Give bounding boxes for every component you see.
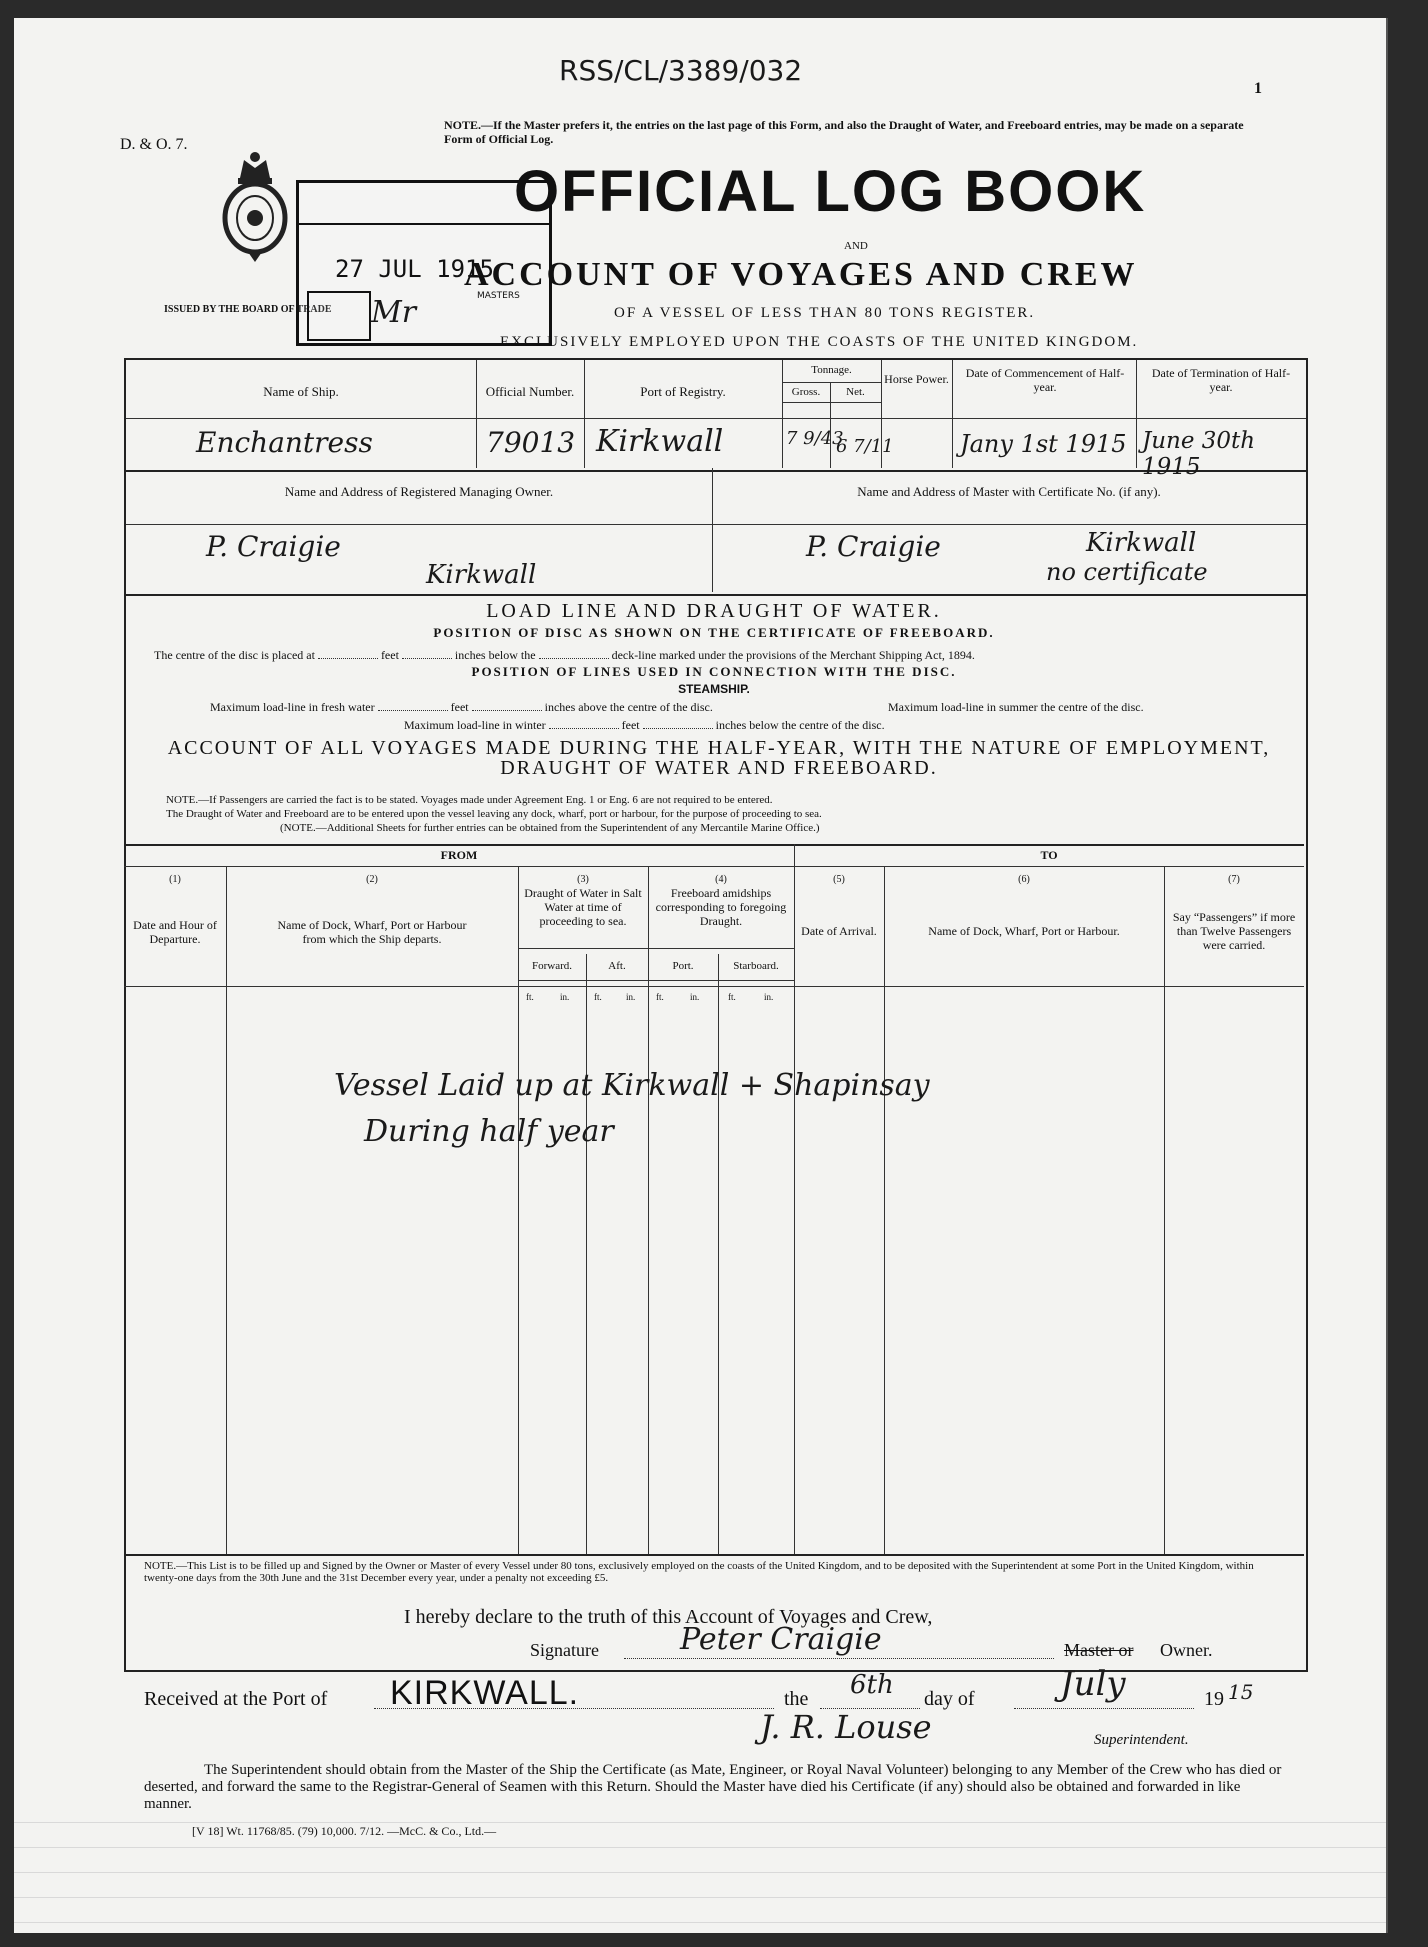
from-header: FROM [440,848,478,862]
in-label-3: in. [690,992,700,1002]
forward-header: Forward. [531,960,573,972]
header-gross: Gross. [791,386,821,398]
winter-label: Maximum load-line in winter [404,718,546,732]
log-book-page [14,18,1388,1933]
col2-number: (2) [366,874,378,885]
header-horse-power: Horse Power. [884,372,949,386]
owner-master-box [124,468,1308,596]
royal-crest-icon [218,148,292,264]
printer-imprint: [V 18] Wt. 11768/85. (79) 10,000. 7/12. —McC. & Co., Ltd.— [192,1824,497,1838]
col6-number: (6) [1018,874,1030,885]
header-net: Net. [846,386,865,398]
header-date-termination: Date of Termination of Half-year. [1151,366,1291,394]
col7-header: Say “Passengers” if more than Twelve Passengers were carried. [1172,910,1296,952]
winter-inches: inches below the centre of the disc. [715,718,885,732]
fresh-label: Maximum load-line in fresh water [210,700,375,714]
declaration: I hereby declare to the truth of this Account of Voyages and Crew, [404,1606,933,1628]
position-disc-title: POSITION OF DISC AS SHOWN ON THE CERTIFICATE OF FREEBOARD. [433,625,995,640]
col2-header: Name of Dock, Wharf, Port or Harbour from which the Ship departs. [277,918,467,946]
steamship-label: STEAMSHIP. [678,682,750,696]
master-certificate-value: no certificate [1046,558,1208,586]
gross-value: 7 9/43 [786,428,844,449]
voyage-entry-line-1: Vessel Laid up at Kirkwall + Shapinsay [334,1068,930,1103]
received-day-of: day of [924,1688,975,1710]
col1-number: (1) [169,874,181,885]
received-month: July [1060,1664,1126,1704]
owner-label: Owner. [1160,1640,1213,1660]
subtitle-vessel: OF A VESSEL OF LESS THAN 80 TONS REGISTER. [614,305,1036,321]
signature-label: Signature [530,1640,599,1660]
header-ship-name: Name of Ship. [263,384,339,399]
ruled-lower-area [14,1798,1386,1933]
bottom-note: NOTE.—This List is to be filled up and Signed by the Owner or Master of every Vessel under 80 tons, exclusively employed on the coasts of the United Kingdom, and to be deposited with the Superintendent at some Port in the United Kingdom, within twenty-one days from the 30th June and the 31st December every year, under a penalty not exceeding £5. [144,1560,1254,1584]
date-commencement-value: Jany 1st 1915 [960,430,1127,458]
received-year-prefix: 19 [1204,1688,1224,1710]
header-port-registry: Port of Registry. [640,384,726,399]
in-label-1: in. [560,992,570,1002]
col3-number: (3) [577,874,589,885]
top-note: NOTE.—If the Master prefers it, the entries on the last page of this Form, and also the Draught of Water, and Freeboard entries, may be made on a separate Form of Official Log. [444,118,1244,146]
archive-reference: RSS/CL/3389/032 [559,54,803,87]
port-header: Port. [672,960,694,972]
net-value: 6 7/11 [836,436,894,457]
header-date-commencement: Date of Commencement of Half-year. [965,366,1125,394]
official-number-value: 79013 [486,426,576,459]
col5-header: Date of Arrival. [801,924,877,938]
ft-label-3: ft. [656,992,664,1002]
header-official-number: Official Number. [485,384,575,399]
stamp-label: MASTERS [477,291,520,301]
received-port: KIRKWALL. [390,1674,580,1712]
received-day: 6th [850,1670,894,1700]
owner-header: Name and Address of Registered Managing Owner. [284,484,554,499]
header-tonnage: Tonnage. [811,364,852,376]
stamp-initials: Mr [371,295,417,330]
ship-name-value: Enchantress [196,426,373,459]
master-name-value: P. Craigie [806,530,941,563]
centre-inches: inches below the [454,648,536,662]
winter-line [404,718,885,733]
form-code: D. & O. 7. [120,136,188,153]
ft-label-2: ft. [594,992,602,1002]
signature-value: Peter Craigie [680,1622,882,1657]
winter-feet: feet [621,718,640,732]
subtitle-coasts: EXCLUSIVELY EMPLOYED UPON THE COASTS OF THE UNITED KINGDOM. [500,334,1139,350]
account-note-3: (NOTE.—Additional Sheets for further entries can be obtained from the Superintendent of any Mercantile Marine Office.) [280,822,820,834]
col6-header: Name of Dock, Wharf, Port or Harbour. [928,924,1120,938]
superintendent-signature: J. R. Louse [760,1708,932,1746]
issued-by: ISSUED BY THE BOARD OF TRADE [164,304,332,315]
account-note-1: NOTE.—If Passengers are carried the fact is to be stated. Voyages made under Agreement Eng. 1 or Eng. 6 are not required to be entered. [166,794,773,806]
col1-header: Date and Hour of Departure. [133,918,217,946]
received-label: Received at the Port of [144,1688,328,1710]
fresh-inches: inches above the centre of the disc. [544,700,713,714]
owner-address-value: Kirkwall [426,560,537,590]
received-the: the [784,1688,809,1710]
fresh-water-line [210,700,713,715]
master-header: Name and Address of Master with Certificate No. (if any). [857,484,1161,499]
voyage-entry-line-2: During half year [364,1114,614,1149]
loadline-title: LOAD LINE AND DRAUGHT OF WATER. [486,600,942,622]
centre-feet: feet [380,648,399,662]
superintendent-label: Superintendent. [1094,1732,1189,1748]
summer-line: Maximum load-line in summer the centre of the disc. [888,700,1144,714]
owner-name-value: P. Craigie [206,530,341,563]
aft-header: Aft. [608,960,626,972]
ship-details-box [124,358,1308,480]
page-number: 1 [1254,80,1262,97]
to-header: TO [1040,848,1058,862]
page-subtitle: ACCOUNT OF VOYAGES AND CREW [464,256,1138,293]
footer-paragraph: The Superintendent should obtain from the Master of the Ship the Certificate (as Mate, Engineer, or Royal Naval Volunteer) belonging to any Member of the Crew who has died or deserted, and forward the same to the Registrar-General of Seamen with this Return. Should the Master have died his Certificate (if any) should also be obtained and forwarded in like manner. [144,1762,1284,1813]
col7-number: (7) [1228,874,1240,885]
in-label-2: in. [626,992,636,1002]
port-registry-value: Kirkwall [596,424,724,459]
ft-label-4: ft. [728,992,736,1002]
in-label-4: in. [764,992,774,1002]
col4-header: Freeboard amidships corresponding to foregoing Draught. [655,886,787,928]
page-title: OFFICIAL LOG BOOK [514,159,1147,224]
date-termination-value: June 30th 1915 [1142,428,1256,480]
stamp-date: 27 JUL 1915 [335,255,494,283]
account-note-2: The Draught of Water and Freeboard are to be entered upon the vessel leaving any dock, wharf, port or harbour, for the purpose of proceeding to sea. [166,808,822,820]
voyages-table [124,844,1304,1554]
master-address-value: Kirkwall [1086,528,1197,558]
fresh-feet: feet [450,700,469,714]
centre-label: The centre of the disc is placed at [154,648,315,662]
centre-deckline: deck-line marked under the provisions of the Merchant Shipping Act, 1894. [611,648,975,662]
position-lines-title: POSITION OF LINES USED IN CONNECTION WITH THE DISC. [471,664,957,679]
title-and: AND [844,240,868,252]
account-title: ACCOUNT OF ALL VOYAGES MADE DURING THE HALF-YEAR, WITH THE NATURE OF EMPLOYMENT, DRAUGHT OF WATER AND FREEBOARD. [167,737,1271,779]
centre-disc-line [154,648,975,663]
col5-number: (5) [833,874,845,885]
starboard-header: Starboard. [733,960,779,972]
ft-label-1: ft. [526,992,534,1002]
master-or-struck: Master or [1064,1640,1134,1660]
received-year: 15 [1228,1680,1254,1704]
col4-number: (4) [715,874,727,885]
col3-header: Draught of Water in Salt Water at time of proceeding to sea. [524,886,642,928]
